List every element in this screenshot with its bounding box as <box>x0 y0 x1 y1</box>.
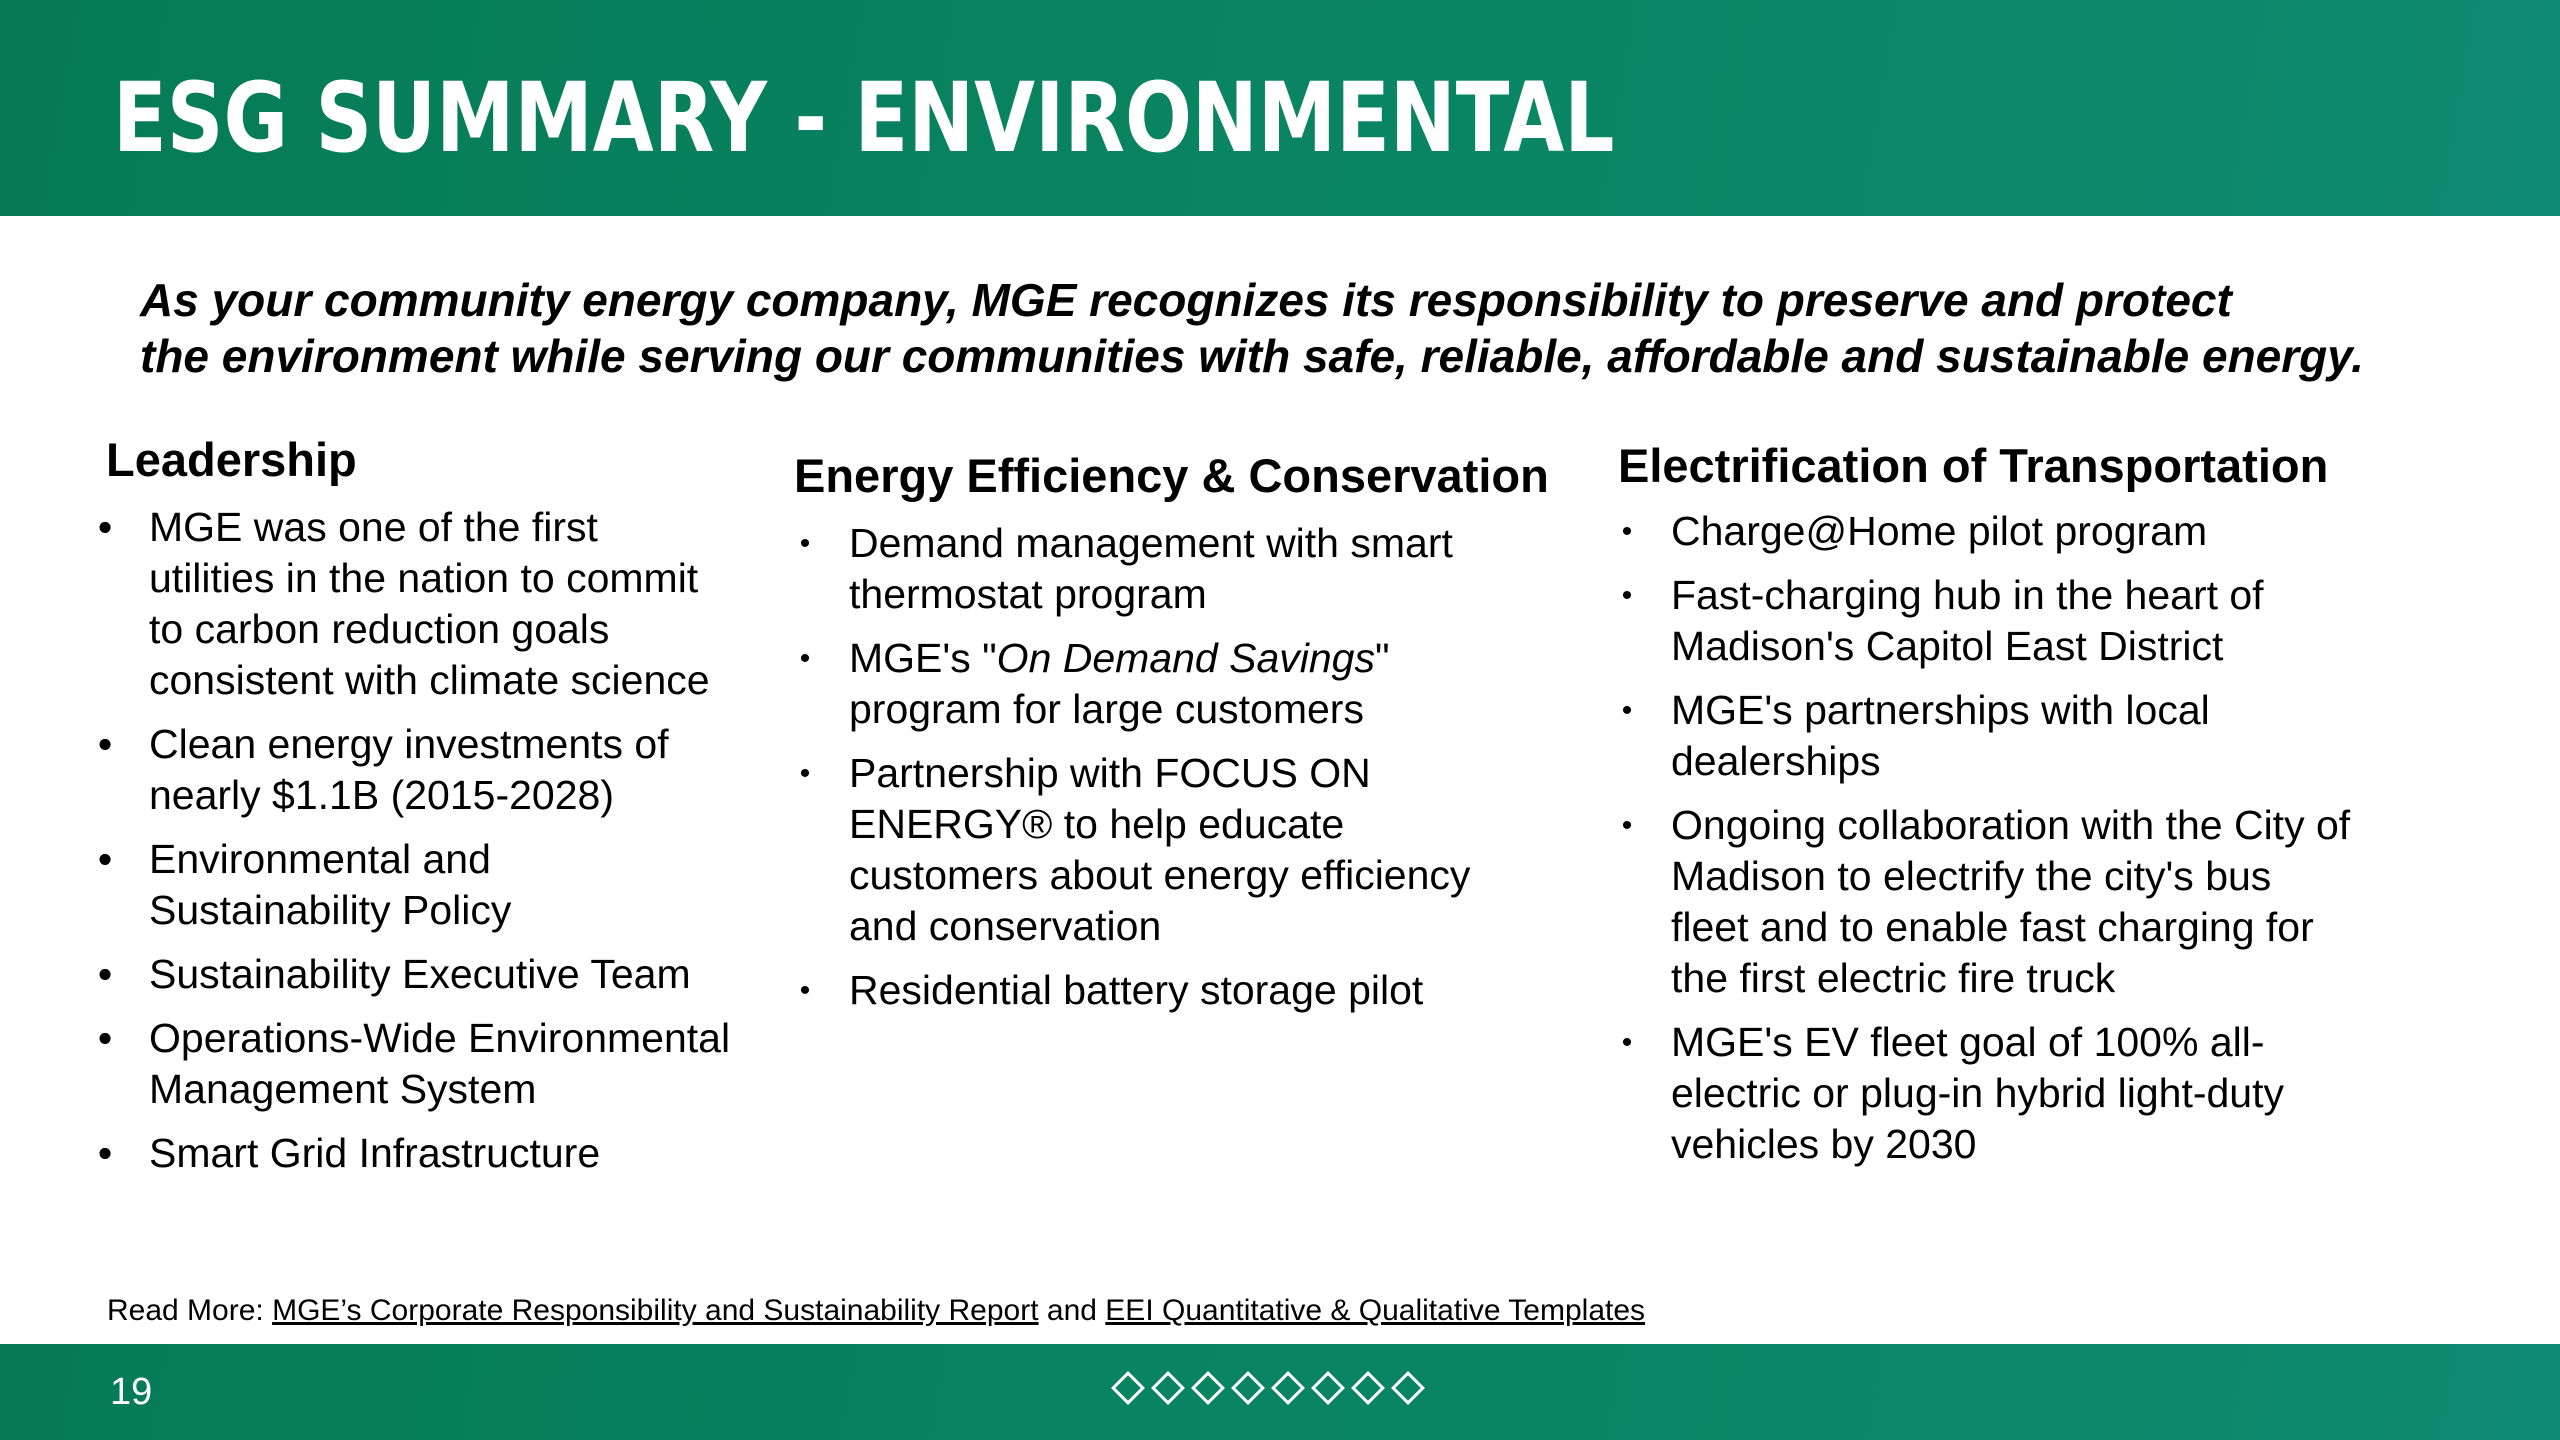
bullet-icon: • <box>1621 694 1633 727</box>
list-item <box>790 748 1550 952</box>
bullet-icon: • <box>97 951 113 997</box>
list-item <box>90 1128 770 1179</box>
list-item-line: Operations-Wide Environmental <box>149 1015 731 1061</box>
list-item <box>1612 570 2432 672</box>
list-item <box>1612 506 2432 557</box>
list-item-line: Sustainability Policy <box>149 887 512 933</box>
list-item-line: consistent with climate science <box>149 657 710 703</box>
intro-line-2: the environment while serving our communities with safe, reliable, affordable and sustainable energy. <box>140 330 2364 382</box>
electrification-list <box>1612 506 2432 1170</box>
bullet-icon: • <box>97 1130 113 1176</box>
diamond-icon <box>1271 1371 1305 1405</box>
list-item-line: Madison to electrify the city's bus <box>1671 853 2272 899</box>
list-item-line: Smart Grid Infrastructure <box>149 1130 601 1176</box>
bullet-icon: • <box>799 527 811 560</box>
list-item <box>90 719 770 821</box>
list-item <box>1612 685 2432 787</box>
intro-line-1: As your community energy company, MGE recognizes its responsibility to preserve and protect <box>140 274 2232 326</box>
bullet-icon: • <box>97 1015 113 1061</box>
energy-efficiency-list <box>790 518 1550 1016</box>
list-item-line: fleet and to enable fast charging for <box>1671 904 2314 950</box>
list-item-line: Madison's Capitol East District <box>1671 623 2224 669</box>
list-item-line: MGE's EV fleet goal of 100% all- <box>1671 1019 2265 1065</box>
diamond-icon <box>1311 1371 1345 1405</box>
list-item <box>790 965 1550 1016</box>
list-item-line: Clean energy investments of <box>149 721 669 767</box>
diamond-icon <box>1391 1371 1425 1405</box>
bullet-icon: • <box>1621 515 1633 548</box>
slide-footer <box>0 1344 2560 1440</box>
bullet-icon: • <box>799 974 811 1007</box>
list-item-line: Charge@Home pilot program <box>1671 508 2208 554</box>
diamond-icon <box>1111 1371 1145 1405</box>
bullet-icon: • <box>1621 809 1633 842</box>
energy-efficiency-heading: Energy Efficiency & Conservation <box>794 449 1549 502</box>
diamond-icon <box>1231 1371 1265 1405</box>
read-more-prefix: Read More: <box>107 1294 273 1327</box>
list-item-line: Fast-charging hub in the heart of <box>1671 572 2264 618</box>
list-item-line: Environmental and <box>149 836 491 882</box>
slide-header <box>0 0 2560 216</box>
slide-title: ESG SUMMARY - ENVIRONMENTAL <box>113 62 1615 174</box>
diamond-decoration <box>1112 1370 1424 1406</box>
list-item-line: customers about energy efficiency <box>849 852 1471 898</box>
bullet-icon: • <box>799 642 811 675</box>
list-item-line: thermostat program <box>849 571 1207 617</box>
list-item-line: Demand management with smart <box>849 520 1453 566</box>
list-item <box>90 834 770 936</box>
list-item <box>790 518 1550 620</box>
list-item-line: dealerships <box>1671 738 1881 784</box>
energy-efficiency-column <box>790 446 1550 1029</box>
list-item-line: vehicles by 2030 <box>1671 1121 1977 1167</box>
electrification-heading: Electrification of Transportation <box>1618 439 2329 492</box>
list-item-line: Management System <box>149 1066 537 1112</box>
list-item-line: Sustainability Executive Team <box>149 951 691 997</box>
list-item-line: ENERGY® to help educate <box>849 801 1345 847</box>
list-item <box>90 502 770 706</box>
list-item-line: the first electric fire truck <box>1671 955 2116 1001</box>
program-name: On Demand Savings <box>996 635 1375 681</box>
read-more-line <box>107 1290 1645 1332</box>
list-item <box>90 1013 770 1115</box>
list-item <box>790 633 1550 735</box>
bullet-icon: • <box>97 836 113 882</box>
list-item <box>1612 800 2432 1004</box>
bullet-icon: • <box>97 504 113 550</box>
eei-templates-link[interactable]: EEI Quantitative & Qualitative Templates <box>1105 1294 1646 1327</box>
list-item-line: Ongoing collaboration with the City of <box>1671 802 2351 848</box>
list-item-line: program for large customers <box>849 686 1364 732</box>
diamond-icon <box>1191 1371 1225 1405</box>
list-item-line: Residential battery storage pilot <box>849 967 1424 1013</box>
list-item-line: to carbon reduction goals <box>149 606 610 652</box>
intro-statement <box>140 272 2440 384</box>
list-item-line: Partnership with FOCUS ON <box>849 750 1371 796</box>
bullet-icon: • <box>1621 1026 1633 1059</box>
list-item <box>90 949 770 1000</box>
list-item-line: MGE was one of the first <box>149 504 598 550</box>
diamond-icon <box>1151 1371 1185 1405</box>
list-item-line: MGE's "On Demand Savings" <box>849 635 1390 681</box>
bullet-icon: • <box>799 757 811 790</box>
list-item-line: utilities in the nation to commit <box>149 555 699 601</box>
list-item-line: nearly $1.1B (2015-2028) <box>149 772 614 818</box>
leadership-heading: Leadership <box>106 433 357 486</box>
read-more-middle: and <box>1038 1294 1106 1327</box>
list-item <box>1612 1017 2432 1170</box>
bullet-icon: • <box>1621 579 1633 612</box>
list-item-line: MGE's partnerships with local <box>1671 687 2210 733</box>
sustainability-report-link[interactable]: MGE’s Corporate Responsibility and Sustainability Report <box>272 1294 1039 1327</box>
electrification-column <box>1612 436 2432 1183</box>
list-item-line: and conservation <box>849 903 1162 949</box>
list-item-line: electric or plug-in hybrid light-duty <box>1671 1070 2284 1116</box>
leadership-column <box>90 430 770 1192</box>
page-number: 19 <box>110 1371 153 1413</box>
bullet-icon: • <box>97 721 113 767</box>
diamond-icon <box>1351 1371 1385 1405</box>
leadership-list <box>90 502 770 1179</box>
